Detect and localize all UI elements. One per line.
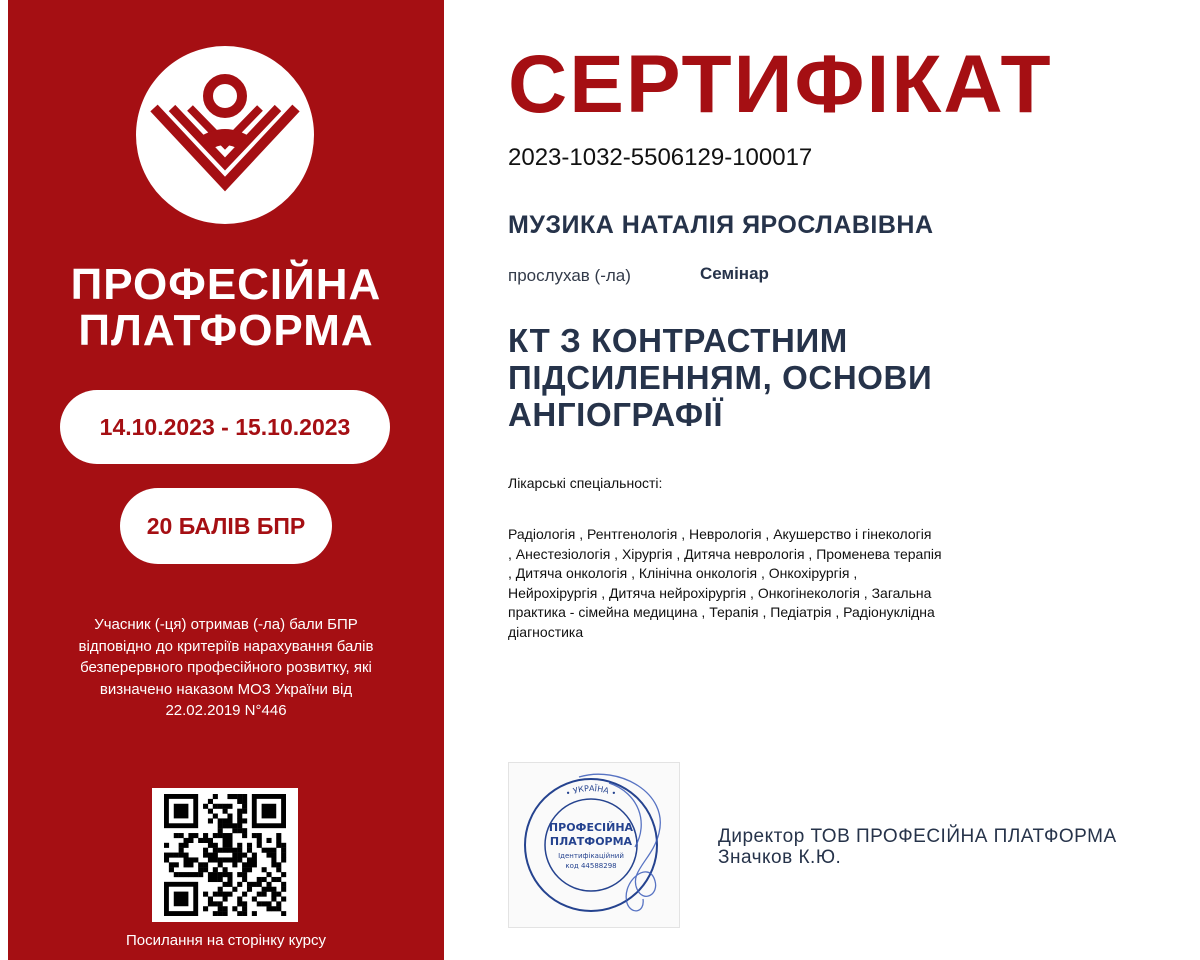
qr-caption: Посилання на сторінку курсу — [125, 932, 327, 949]
sidebar-panel — [8, 0, 444, 960]
bpr-note-line: визначено наказом МОЗ України від — [99, 680, 353, 698]
course-qr-code[interactable] — [152, 788, 298, 922]
bpr-note-line: 22.02.2019 N°446 — [165, 702, 287, 719]
course-dates-badge: 14.10.2023 - 15.10.2023 — [60, 390, 390, 464]
specialties-line: діагностика — [508, 623, 584, 640]
seal-center-line: код 44588298 — [565, 862, 617, 870]
specialties-line: Нейрохірургія , Дитяча нейрохірургія , Онкогінекологія , Загальна — [508, 584, 932, 601]
specialties-label: Лікарські спеціальності: — [508, 475, 663, 491]
bpr-note-line: відповідно до критеріїв нарахування балів — [78, 637, 374, 655]
bpr-note-line: Учасник (-ця) отримав (-ла) бали БПР — [94, 616, 358, 633]
bpr-note-line: безперервного професійного розвитку, які — [80, 659, 372, 676]
course-title-line: ПІДСИЛЕННЯМ, ОСНОВИ — [508, 359, 933, 396]
brand-line-2: ПЛАТФОРМА — [78, 306, 374, 355]
brand-name — [8, 262, 444, 354]
seal-center-line: ПРОФЕСІЙНА — [548, 821, 634, 834]
seal-and-signature — [508, 762, 680, 928]
logo — [136, 46, 314, 224]
profesiina-platforma-logo-icon — [136, 46, 314, 224]
svg-text:• УКРАЇНА • — [564, 783, 617, 798]
specialties-list — [508, 525, 1028, 642]
seal-center-line: Ідентифікаційний — [558, 852, 624, 860]
director-name: Значков К.Ю. — [718, 847, 842, 868]
course-title-line: КТ З КОНТРАСТНИМ — [508, 322, 848, 359]
certificate-title: СЕРТИФІКАТ — [508, 39, 1053, 130]
brand-line-1: ПРОФЕСІЙНА — [70, 260, 382, 309]
event-type: Семінар — [700, 264, 769, 283]
seal-stamp-icon — [509, 763, 679, 927]
specialties-line: практика - сімейна медицина , Терапія , Педіатрія , Радіонуклідна — [508, 604, 935, 620]
seal-center-line: ПЛАТФОРМА — [549, 835, 633, 848]
certificate-number: 2023-1032-5506129-100017 — [508, 144, 813, 171]
director-title: Директор ТОВ ПРОФЕСІЙНА ПЛАТФОРМА — [718, 826, 1117, 847]
specialties-line: , Дитяча онкологія , Клінічна онкологія , Онкохірургія , — [508, 565, 858, 581]
course-title — [508, 322, 1048, 433]
bpr-note — [8, 614, 444, 722]
participant-name: МУЗИКА НАТАЛІЯ ЯРОСЛАВІВНА — [508, 211, 934, 239]
qr-code-icon — [160, 794, 290, 916]
listened-label: прослухав (-ла) — [508, 266, 631, 285]
specialties-line: Радіологія , Рентгенологія , Неврологія , Акушерство і гінекологія — [508, 526, 932, 542]
seal-arc-text: • УКРАЇНА • — [564, 783, 618, 799]
specialties-line: , Анестезіологія , Хірургія , Дитяча неврологія , Променева терапія — [508, 545, 942, 562]
course-title-line: АНГІОГРАФІЇ — [508, 396, 724, 433]
director-signature-block — [718, 826, 1117, 868]
bpr-points-badge: 20 БАЛІВ БПР — [120, 488, 332, 564]
